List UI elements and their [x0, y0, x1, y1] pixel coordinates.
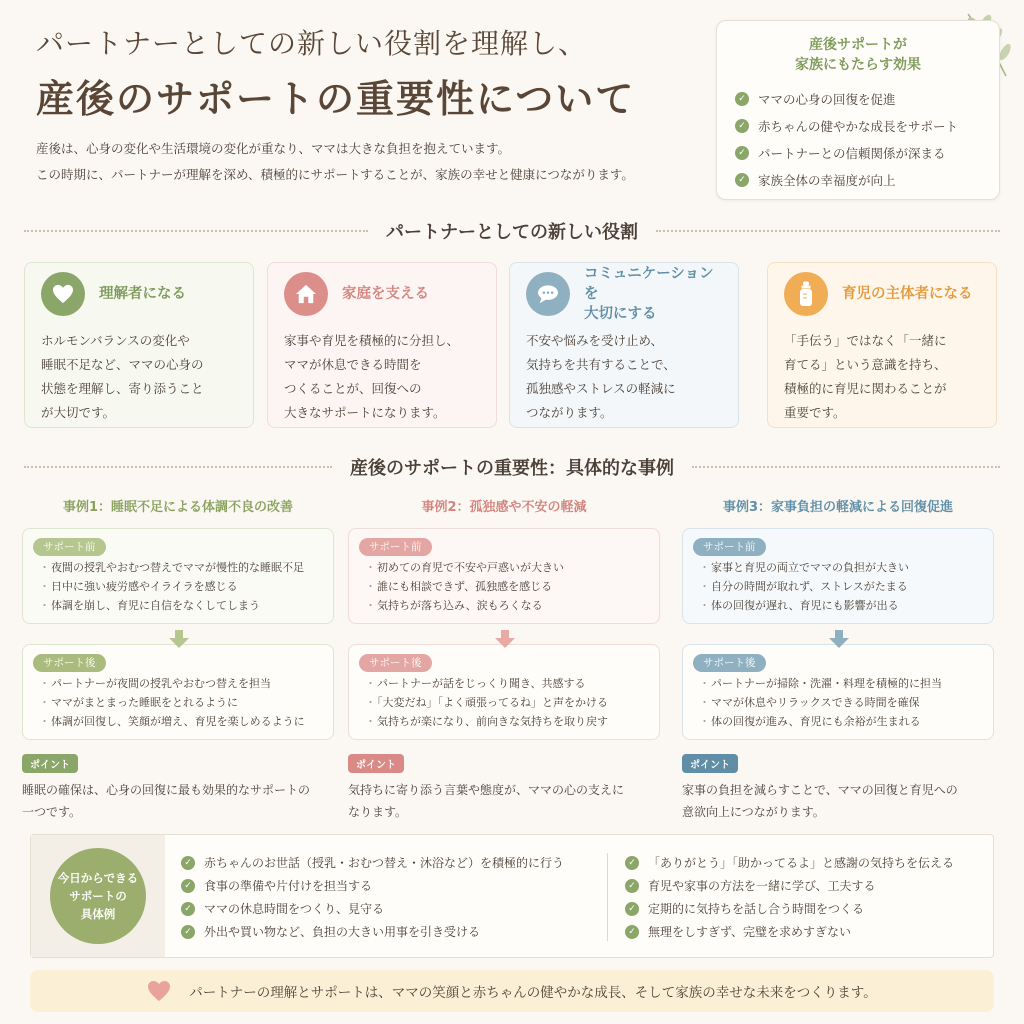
- baby-bottle-icon: [784, 272, 828, 316]
- role-line: 積極的に育児に関わることが: [784, 381, 947, 396]
- today-item-label: 外出や買い物など、負担の大きい用事を引き受ける: [204, 925, 481, 939]
- today-item: [625, 851, 954, 874]
- role-card-header: [41, 273, 237, 315]
- role-description: [41, 329, 237, 425]
- today-item-label: 育児や家事の方法を一緒に学び、工夫する: [648, 879, 876, 893]
- point-badge: ポイント: [348, 754, 404, 773]
- check-icon: ✓: [625, 879, 639, 893]
- role-line: ママが休息できる時間を: [284, 357, 422, 372]
- check-icon: ✓: [735, 146, 749, 160]
- role-line: 重要です。: [784, 405, 846, 420]
- role-card-communication: [509, 262, 739, 428]
- case-line: ・ パートナーが夜間の授乳やおむつ替えを担当: [33, 674, 323, 693]
- case-line: ・ 夜間の授乳やおむつ替えでママが慢性的な睡眠不足: [33, 558, 323, 577]
- effects-title-line-1: 産後サポートが: [809, 37, 907, 53]
- case-before-box: [22, 528, 334, 624]
- divider: [24, 230, 368, 232]
- today-label-line-2: サポートの: [69, 889, 127, 903]
- today-item: [181, 851, 564, 874]
- cases-section-heading: [24, 454, 1000, 480]
- role-description: [284, 329, 480, 425]
- today-list-left: [181, 851, 564, 943]
- today-label-circle: [50, 848, 146, 944]
- today-item-label: 赤ちゃんのお世話（授乳・おむつ替え・沐浴など）を積極的に行う: [204, 856, 565, 870]
- point-text: [348, 779, 660, 823]
- today-item: [625, 874, 954, 897]
- role-title: [842, 284, 973, 304]
- point-badge: ポイント: [682, 754, 738, 773]
- today-label-line-3: 具体例: [80, 907, 116, 921]
- role-line: 家事や育児を積極的に分担し、: [284, 333, 460, 348]
- case-line: ・ ママが休息やリラックスできる時間を確保: [693, 693, 983, 712]
- case-line: ・ 誰にも相談できず、孤独感を感じる: [359, 577, 649, 596]
- intro-line-2: この時期に、パートナーが理解を深め、積極的にサポートすることが、家族の幸せと健康につながります。: [36, 167, 634, 182]
- role-line: 不安や悩みを受け止め、: [526, 333, 664, 348]
- effects-list: [735, 85, 981, 193]
- today-item: [625, 897, 954, 920]
- check-icon: ✓: [735, 119, 749, 133]
- effect-item: [735, 112, 981, 139]
- check-icon: ✓: [735, 173, 749, 187]
- effects-title-line-2: 家族にもたらす効果: [795, 57, 921, 73]
- point-line-1: 家事の負担を減らすことで、ママの回復と育児への: [682, 783, 958, 797]
- point-line-2: 一つです。: [22, 805, 82, 819]
- case-line: ・ 自分の時間が取れず、ストレスがたまる: [693, 577, 983, 596]
- role-line: 育てる」という意識を持ち、: [784, 357, 947, 372]
- role-line: つながります。: [526, 405, 613, 420]
- effect-item-label: ママの心身の回復を促進: [758, 91, 896, 107]
- role-description: [784, 329, 980, 425]
- role-title: [99, 284, 186, 304]
- role-card-header: [284, 273, 480, 315]
- role-title-line-1: 育児の主体者になる: [842, 286, 973, 302]
- check-icon: ✓: [181, 856, 195, 870]
- effect-item: [735, 139, 981, 166]
- case-line: ・ パートナーが掃除・洗濯・料理を積極的に担当: [693, 674, 983, 693]
- case-line: ・ 気持ちが楽になり、前向きな気持ちを取り戻す: [359, 712, 649, 731]
- today-item-label: 食事の準備や片付けを担当する: [204, 879, 373, 893]
- footer-text: パートナーの理解とサポートは、ママの笑顔と赤ちゃんの健やかな成長、そして家族の幸せな未来をつくります。: [189, 985, 877, 1001]
- role-line: 「手伝う」ではなく「一緒に: [784, 333, 947, 348]
- divider: [692, 466, 1000, 468]
- point-text: [22, 779, 334, 823]
- role-title-line-1: 理解者になる: [99, 286, 186, 302]
- role-line: 睡眠不足など、ママの心身の: [41, 357, 204, 372]
- effect-item-label: 赤ちゃんの健やかな成長をサポート: [758, 118, 959, 134]
- case-line: ・ 初めての育児で不安や戸惑いが大きい: [359, 558, 649, 577]
- intro-line-1: 産後は、心身の変化や生活環境の変化が重なり、ママは大きな負担を抱えています。: [36, 141, 511, 156]
- before-badge: サポート前: [33, 538, 106, 556]
- today-item-label: 無理をしすぎず、完璧を求めすぎない: [648, 925, 852, 939]
- today-label-line-1: 今日からできる: [57, 871, 139, 885]
- role-line: 孤独感やストレスの軽減に: [526, 381, 676, 396]
- point-badge: ポイント: [22, 754, 78, 773]
- heart-icon: [147, 980, 171, 1002]
- today-examples-box: [30, 834, 994, 958]
- roles-section-heading: [24, 218, 1000, 244]
- case-title: 事例3：家事負担の軽減による回復促進: [722, 500, 954, 515]
- point-line-1: 気持ちに寄り添う言葉や態度が、ママの心の支えに: [348, 783, 625, 797]
- effect-item: [735, 166, 981, 193]
- role-card-header: [784, 273, 980, 315]
- check-icon: ✓: [625, 925, 639, 939]
- effects-title: [735, 35, 981, 75]
- today-item: [181, 920, 564, 943]
- intro-text: [36, 136, 716, 188]
- arrow-down-icon: [494, 630, 516, 648]
- role-card-support-home: [267, 262, 497, 428]
- check-icon: ✓: [735, 92, 749, 106]
- point-line-1: 睡眠の確保は、心身の回復に最も効果的なサポートの: [22, 783, 311, 797]
- effects-box: [716, 20, 1000, 200]
- after-badge: サポート後: [33, 654, 106, 672]
- divider: [656, 230, 1000, 232]
- case-line: ・ パートナーが話をじっくり聞き、共感する: [359, 674, 649, 693]
- role-line: ホルモンバランスの変化や: [41, 333, 190, 348]
- effect-item-label: 家族全体の幸福度が向上: [758, 172, 896, 188]
- today-item-label: ママの休息時間をつくり、見守る: [204, 902, 385, 916]
- case-before-box: [348, 528, 660, 624]
- vertical-divider: [607, 853, 608, 941]
- check-icon: ✓: [181, 902, 195, 916]
- role-card-understanding: [24, 262, 254, 428]
- cases-section-title: 産後のサポートの重要性：具体的な事例: [350, 458, 674, 479]
- case-column-2: [348, 496, 660, 823]
- point-text: [682, 779, 994, 823]
- role-line: 気持ちを共有することで、: [526, 357, 676, 372]
- heart-icon: [41, 272, 85, 316]
- after-badge: サポート後: [359, 654, 432, 672]
- role-title: [584, 264, 722, 324]
- role-card-header: [526, 266, 722, 322]
- title-line-1: パートナーとしての新しい役割を理解し、: [36, 27, 588, 60]
- today-list-right: [625, 851, 954, 943]
- role-card-parenting-lead: [767, 262, 997, 428]
- role-title: [342, 284, 429, 304]
- title-line-2: 産後のサポートの重要性について: [36, 76, 636, 121]
- before-badge: サポート前: [693, 538, 766, 556]
- divider: [24, 466, 332, 468]
- case-line: ・ ママがまとまった睡眠をとれるように: [33, 693, 323, 712]
- chat-bubble-icon: [526, 272, 570, 316]
- today-item-label: 「ありがとう」「助かってるよ」と感謝の気持ちを伝える: [648, 856, 955, 870]
- check-icon: ✓: [181, 925, 195, 939]
- case-column-3: [682, 496, 994, 823]
- case-line: ・ 日中に強い疲労感やイライラを感じる: [33, 577, 323, 596]
- case-line: ・ 体の回復が進み、育児にも余裕が生まれる: [693, 712, 983, 731]
- today-item: [181, 897, 564, 920]
- case-line: ・ 「大変だね」「よく頑張ってるね」と声をかける: [359, 693, 649, 712]
- point-line-2: 意欲向上につながります。: [682, 805, 825, 819]
- role-line: つくることが、回復への: [284, 381, 422, 396]
- check-icon: ✓: [625, 856, 639, 870]
- case-title: 事例2：孤独感や不安の軽減: [421, 500, 587, 515]
- today-item-label: 定期的に気持ちを話し合う時間をつくる: [648, 902, 865, 916]
- role-line: 大きなサポートになります。: [284, 405, 446, 420]
- check-icon: ✓: [625, 902, 639, 916]
- check-icon: ✓: [181, 879, 195, 893]
- arrow-down-icon: [168, 630, 190, 648]
- role-title-line-1: 家庭を支える: [342, 286, 429, 302]
- after-badge: サポート後: [693, 654, 766, 672]
- role-title-line-1: コミュニケーションを: [584, 266, 714, 302]
- case-before-box: [682, 528, 994, 624]
- role-description: [526, 329, 722, 425]
- today-item: [181, 874, 564, 897]
- effect-item: [735, 85, 981, 112]
- case-column-1: [22, 496, 334, 823]
- case-after-box: [682, 644, 994, 740]
- case-line: ・ 家事と育児の両立でママの負担が大きい: [693, 558, 983, 577]
- today-item: [625, 920, 954, 943]
- role-line: 状態を理解し、寄り添うこと: [41, 381, 204, 396]
- role-line: が大切です。: [41, 405, 116, 420]
- today-label-panel: [31, 835, 165, 957]
- house-icon: [284, 272, 328, 316]
- arrow-down-icon: [828, 630, 850, 648]
- effect-item-label: パートナーとの信頼関係が深まる: [758, 145, 946, 161]
- roles-section-title: パートナーとしての新しい役割: [386, 222, 638, 243]
- case-title: 事例1：睡眠不足による体調不良の改善: [62, 500, 294, 515]
- role-title-line-2: 大切にする: [584, 306, 657, 322]
- case-after-box: [22, 644, 334, 740]
- case-after-box: [348, 644, 660, 740]
- point-line-2: なります。: [348, 805, 408, 819]
- case-line: ・ 体調を崩し、育児に自信をなくしてしまう: [33, 596, 323, 615]
- footer-banner: [30, 970, 994, 1012]
- before-badge: サポート前: [359, 538, 432, 556]
- case-line: ・ 気持ちが落ち込み、涙もろくなる: [359, 596, 649, 615]
- case-line: ・ 体の回復が遅れ、育児にも影響が出る: [693, 596, 983, 615]
- case-line: ・ 体調が回復し、笑顔が増え、育児を楽しめるように: [33, 712, 323, 731]
